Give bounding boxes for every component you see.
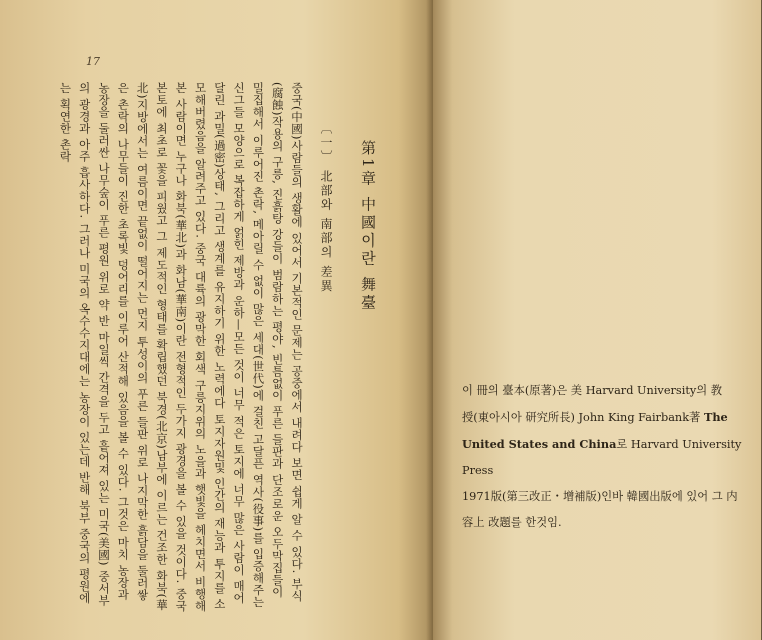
chapter-title: 第1章 中國이란 舞臺	[359, 140, 377, 313]
right-page	[433, 0, 761, 640]
note-line: United States and China로 Harvard University Press	[462, 437, 742, 477]
note-line: 授(東아시아 研究所長) John King Fairbank著 The	[462, 410, 728, 424]
note-line: 容上 改題를 한것임.	[462, 516, 562, 529]
page-number: 17	[86, 55, 100, 68]
body-text: 중국(中國)사람들의 생활에 있어서 기본적인 문제는 공중에서 내려다 보면 쉽게 알 수 있다. 부식(腐蝕)작용의 구릉, 진흙탕 강들이 범람하는 평야, 빈틈없이 푸른 들판과 단조로운 오두막집들이 밀집해서 이루어진 촌락, 메아릴 수 없이 많은 세대(世代)에 걸친 고달픈 역사(役事)를 입증해주는 신그들 모양으로 복잡하게 얽힌 제방과 운하—모든 것이 너무 적은 토지에 너무 많은 사람이 매어달린 과밀(過密)상태, 그리고 생계를 유지하기 위한 노력에다 토지자원및 인간의 재능과 투지를 소모해버렸음을 알려주고 있다. 중국 대륙의 광막한 회색 구릉지위의 노을과 햇빛을 헤치면서 비행해 본 사람이면 누구나 화북(華北)과 화남(華南)이란 전형적인 두가지 광경을 볼 수 있을 것이다. 중국 본토에 최초로 꽃을 피웠고 그 제도적인 형태를 확립했던 북경(北京)남부에 이르는 건조한 화북(華北)지방에서는 여름이면 끝없이 떨어지는 먼지 투성이의 푸른 들판 위로 나지막한 흙담을 둘러쌓은 촌락의 나무들이 진한 초록빛 덩어리를 이루어 산적해 있음을 볼 수 있다. 그것은 마치 농장과 농장을 둘러싼 나무숲이 푸른 평원 위로 약 반 마일씩 간격을 두고 흩어져 있는 미국(美國) 중서부의 광경과 아주 흡사하다. 그러나 미국의 옥수수지대에는 농장이 있는데 반해 북부 중국의 평원에는 획연한 촌락	[58, 82, 304, 612]
translator-note	[462, 378, 762, 536]
note-line: 1971版(第三改正・增補版)인바 韓國出版에 있어 그 内	[462, 490, 738, 503]
section-title: 〔一〕 北部와 南部의 差異	[319, 122, 333, 294]
note-line: 이 冊의 臺本(原著)은 美 Harvard University의 教	[462, 384, 723, 397]
